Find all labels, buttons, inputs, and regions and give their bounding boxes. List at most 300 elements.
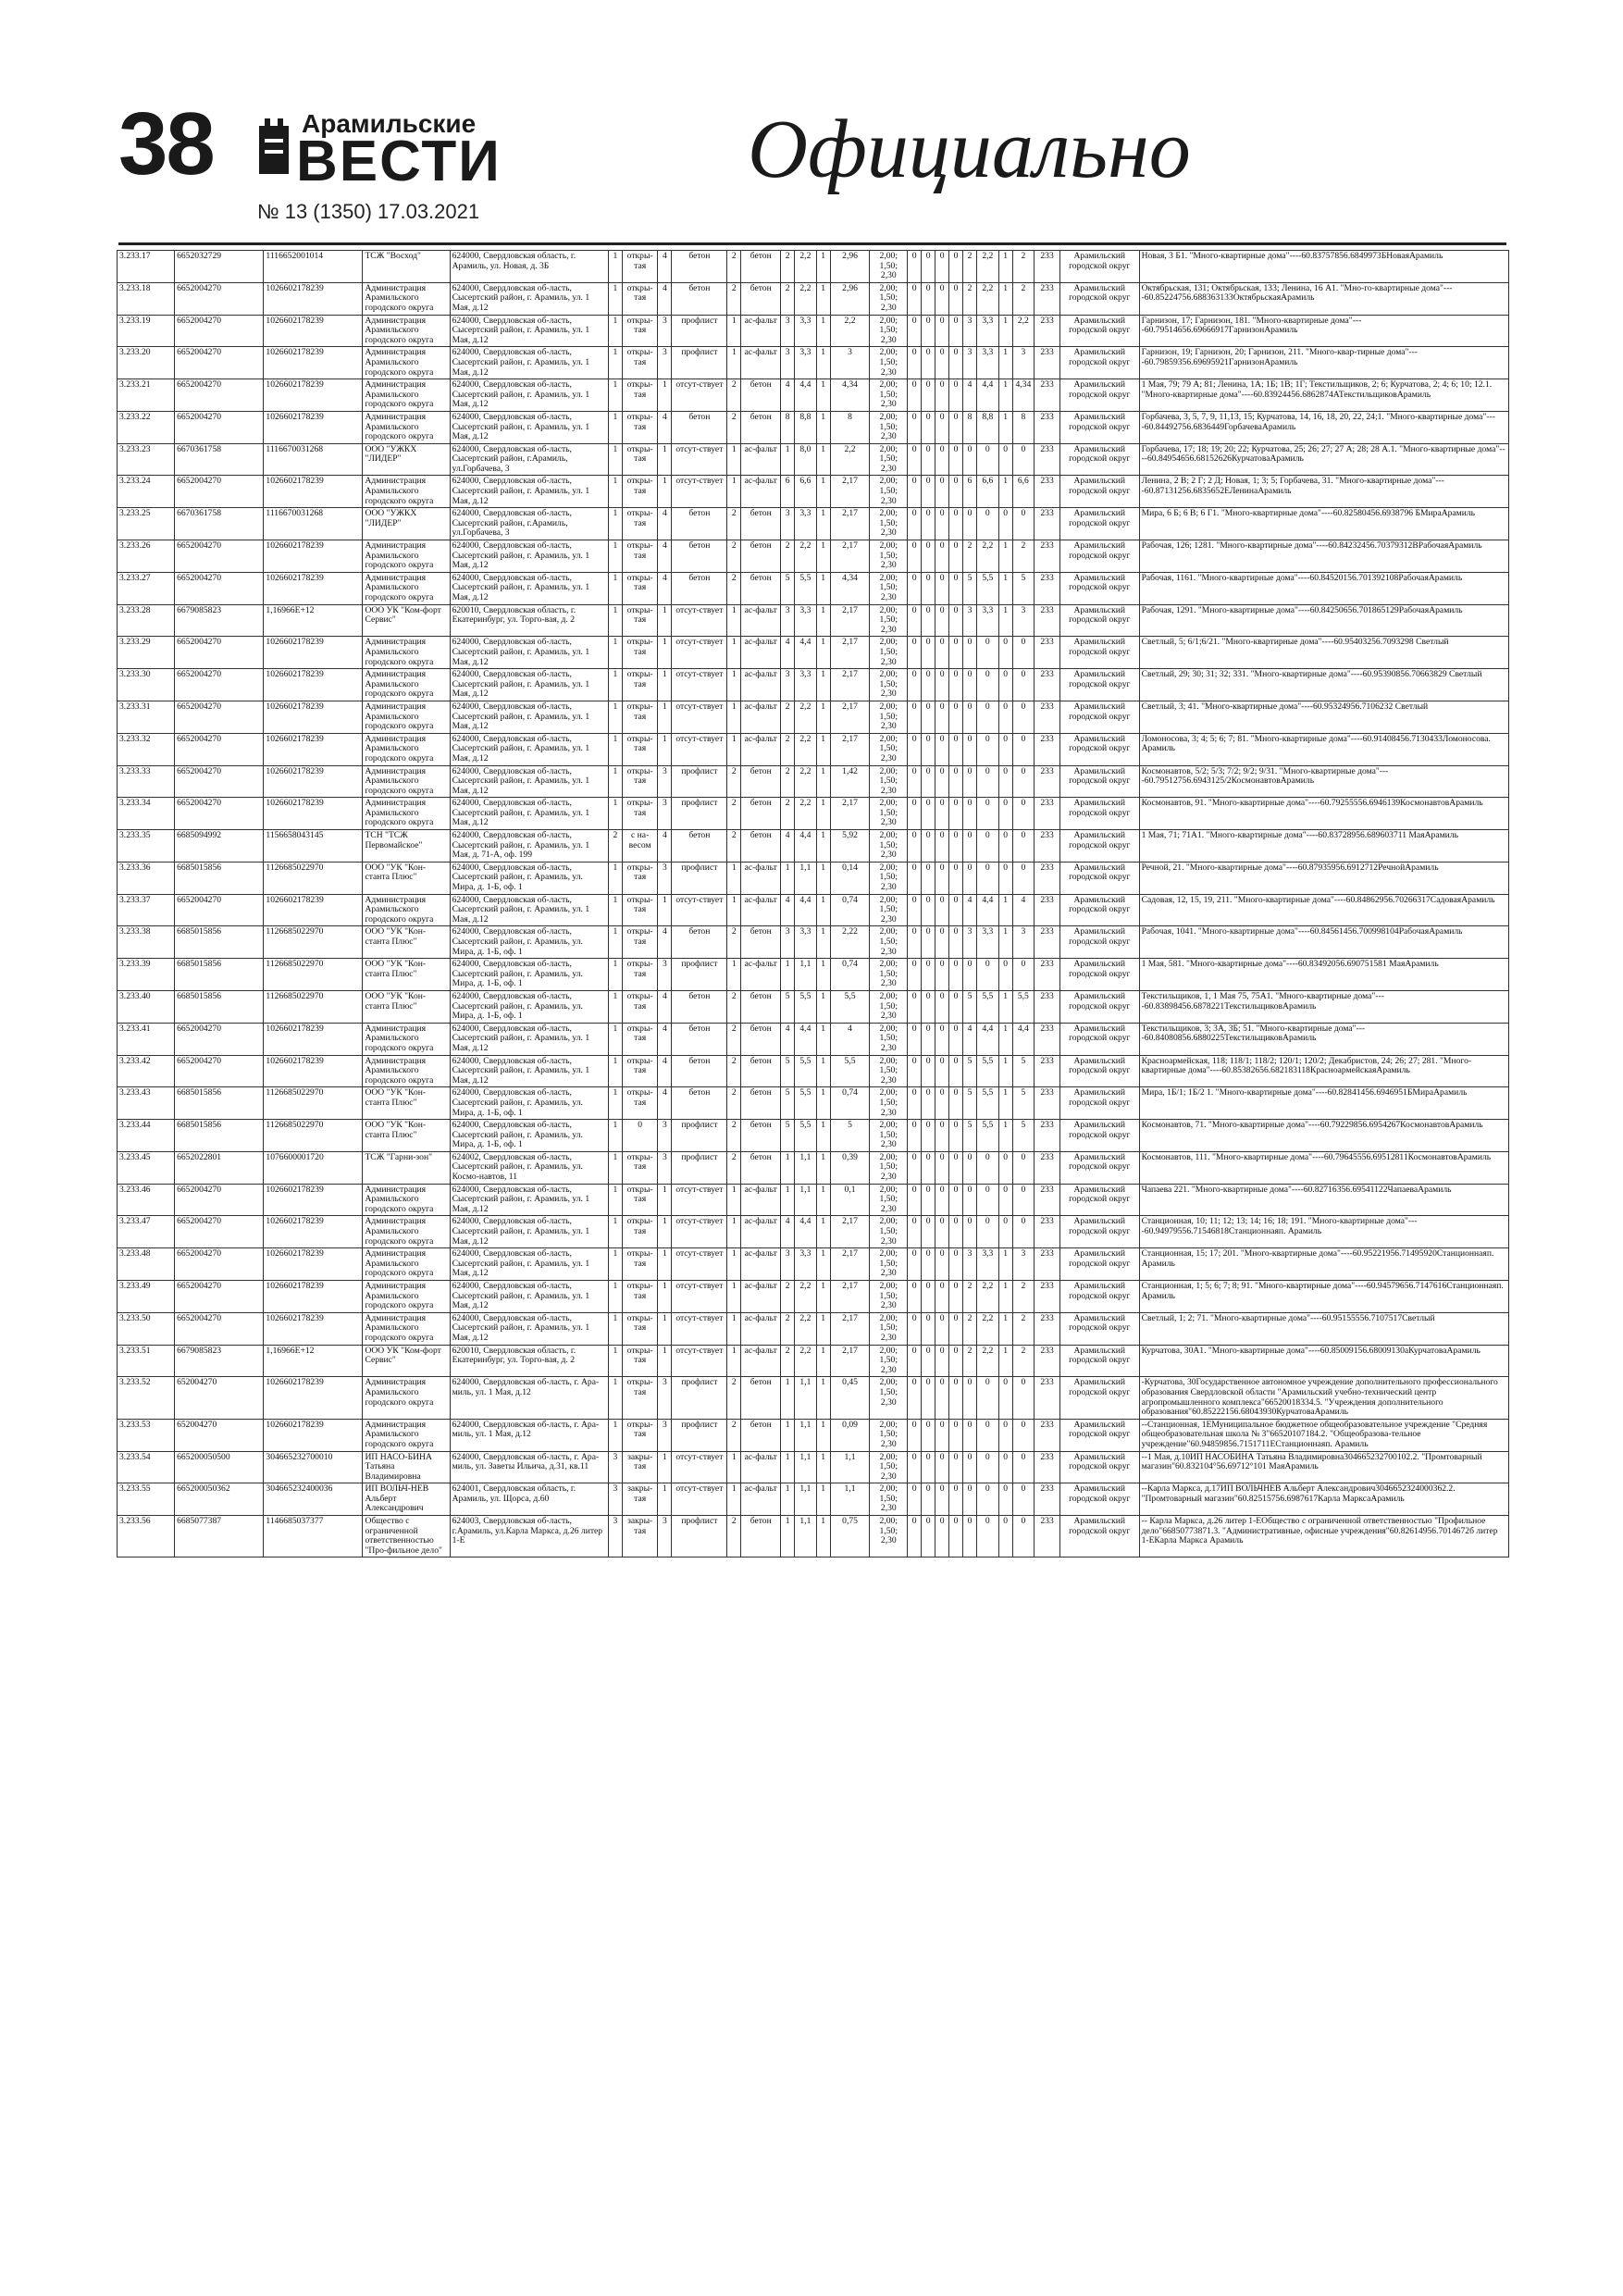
table-cell: 0	[935, 572, 949, 604]
table-cell: 0	[908, 1451, 922, 1483]
table-cell: 1,1	[795, 1451, 817, 1483]
table-cell: ТСЖ "Гарни-зон"	[363, 1151, 450, 1184]
table-cell: 2	[1012, 1281, 1035, 1313]
table-cell: 1	[998, 379, 1012, 412]
table-cell: 233	[1035, 959, 1060, 991]
table-cell: отсут-ствует	[672, 1248, 727, 1281]
table-cell: ООО УК "Ком-форт Сервис"	[363, 1345, 450, 1377]
table-cell: 1	[781, 443, 795, 476]
table-cell: 0	[977, 701, 999, 733]
table-cell: 2,2	[977, 282, 999, 315]
table-cell: 4	[1012, 894, 1035, 926]
table-cell: 5,5	[795, 990, 817, 1023]
table-cell: 3.233.46	[118, 1184, 175, 1216]
table-cell: 2,2	[977, 251, 999, 283]
table-cell: 4	[781, 637, 795, 669]
table-cell: 0	[998, 1419, 1012, 1451]
table-cell: 0	[922, 862, 935, 894]
table-cell: профлист	[672, 1120, 727, 1152]
table-cell: откры-тая	[622, 733, 658, 765]
table-cell: 0	[908, 1248, 922, 1281]
table-cell: 2,2	[795, 540, 817, 573]
table-cell: 624000, Свердловская область, г. Арамиль, ул. Новая, д. 3Б	[450, 251, 608, 283]
table-cell: 3.233.27	[118, 572, 175, 604]
table-cell: 2,00; 1,50; 2,30	[870, 701, 908, 733]
table-cell: 0	[949, 701, 963, 733]
table-cell: 0	[1012, 830, 1035, 863]
table-cell: 0	[935, 959, 949, 991]
table-cell: 1	[608, 315, 622, 347]
table-cell: 233	[1035, 1151, 1060, 1184]
table-cell: 1	[816, 1451, 830, 1483]
table-cell: 5	[781, 1087, 795, 1120]
table-cell: 5,5	[977, 1120, 999, 1152]
table-cell: 1	[816, 798, 830, 830]
table-cell: 0	[908, 637, 922, 669]
table-cell: 1	[781, 959, 795, 991]
table-cell: 1	[816, 862, 830, 894]
table-cell: 1	[608, 604, 622, 637]
table-cell: 3	[1012, 604, 1035, 637]
table-cell: 2,2	[795, 282, 817, 315]
table-cell: Станционная, 1; 5; 6; 7; 8; 91. "Много-квартирные дома"----60.94579656.7147616Станционнаяп. Арамиль	[1139, 1281, 1508, 1313]
table-cell: 3	[658, 765, 672, 798]
table-cell: 0	[922, 315, 935, 347]
table-cell: Арамильский городской округ	[1059, 1516, 1139, 1558]
table-cell: 1076600001720	[264, 1151, 363, 1184]
table-cell: 6670361758	[175, 443, 264, 476]
table-cell: 6652004270	[175, 476, 264, 508]
table-cell: 6652004270	[175, 1248, 264, 1281]
table-cell: 1	[658, 443, 672, 476]
table-cell: 233	[1035, 1087, 1060, 1120]
registry-table-wrapper	[117, 250, 1509, 2267]
table-cell: 6652004270	[175, 1281, 264, 1313]
table-cell: 0	[949, 282, 963, 315]
table-cell: 4,4	[795, 894, 817, 926]
table-cell: ТСН "ТСЖ Первомайское"	[363, 830, 450, 863]
table-cell: Арамильский городской округ	[1059, 251, 1139, 283]
table-row	[118, 443, 1509, 476]
table-cell: 1	[816, 1312, 830, 1345]
table-cell: бетон	[741, 798, 781, 830]
table-cell: 0	[977, 1216, 999, 1248]
table-cell: 1	[816, 572, 830, 604]
table-cell: 6652004270	[175, 765, 264, 798]
table-cell: 3.233.36	[118, 862, 175, 894]
table-cell: 0	[935, 1419, 949, 1451]
table-cell: 4	[658, 1023, 672, 1055]
table-cell: 0	[908, 733, 922, 765]
table-cell: Арамильский городской округ	[1059, 476, 1139, 508]
table-cell: 1	[816, 637, 830, 669]
table-cell: отсут-ствует	[672, 637, 727, 669]
table-cell: 0	[908, 1312, 922, 1345]
table-cell: 3.233.38	[118, 926, 175, 959]
table-cell: 0	[949, 637, 963, 669]
table-cell: 0	[922, 540, 935, 573]
table-cell: 233	[1035, 476, 1060, 508]
table-cell: 2,00; 1,50; 2,30	[870, 604, 908, 637]
table-cell: 3.233.39	[118, 959, 175, 991]
table-cell: 1	[816, 1120, 830, 1152]
table-cell: 2,2	[795, 1345, 817, 1377]
table-cell: 3	[781, 1248, 795, 1281]
table-cell: 0	[1012, 701, 1035, 733]
table-cell: Мира, 1Б/1; 1Б/2 1. "Много-квартирные дома"----60.82841456.6946951БМираАрамиль	[1139, 1087, 1508, 1120]
table-cell: 1	[781, 1483, 795, 1516]
table-cell: 2	[727, 990, 741, 1023]
table-cell: 2	[781, 765, 795, 798]
table-cell: 0	[935, 862, 949, 894]
table-cell: бетон	[672, 508, 727, 540]
table-cell: отсут-ствует	[672, 1451, 727, 1483]
table-cell: 0	[908, 894, 922, 926]
table-row	[118, 701, 1509, 733]
table-cell: 2,2	[977, 1345, 999, 1377]
table-cell: 0	[998, 959, 1012, 991]
table-cell: 3.233.19	[118, 315, 175, 347]
table-cell: Арамильский городской округ	[1059, 1216, 1139, 1248]
table-cell: Светлый, 1; 2; 71. "Много-квартирные дома"----60.95155556.7107517Светлый	[1139, 1312, 1508, 1345]
table-cell: ООО "УК "Кон-станта Плюс"	[363, 926, 450, 959]
table-cell: 1	[658, 733, 672, 765]
table-cell: бетон	[741, 1151, 781, 1184]
table-cell: 3.233.21	[118, 379, 175, 412]
table-cell: 3	[781, 604, 795, 637]
table-cell: ИП ВОЛЬЧ-НЕВ Альберт Александрович	[363, 1483, 450, 1516]
table-cell: Арамильский городской округ	[1059, 1151, 1139, 1184]
table-cell: 0	[935, 669, 949, 701]
table-cell: откры-тая	[622, 669, 658, 701]
table-cell: 1	[608, 926, 622, 959]
table-cell: 5	[781, 572, 795, 604]
table-cell: 1	[658, 476, 672, 508]
table-cell: 2,00; 1,50; 2,30	[870, 669, 908, 701]
table-cell: 2,00; 1,50; 2,30	[870, 637, 908, 669]
table-cell: 0,74	[830, 959, 870, 991]
table-cell: 3	[658, 347, 672, 379]
table-cell: 0	[977, 1451, 999, 1483]
table-cell: 0	[977, 733, 999, 765]
table-cell: 3,3	[977, 315, 999, 347]
table-cell: 624003, Свердловская об-ласть, г.Арамиль, ул.Карла Маркса, д.26 литер 1-Е	[450, 1516, 608, 1558]
table-cell: 1026602178239	[264, 282, 363, 315]
table-cell: 3	[781, 508, 795, 540]
table-cell: --Станционная, 1ЕМуниципальное бюджетное общеобразовательное учреждение "Средняя общеобразовательная школа № 3"66520107184.2. "Общеобразова-тельное учреждение"60.94859856.7151711ЕСтанционнаяп. Арамиль	[1139, 1419, 1508, 1451]
table-cell: 0	[935, 894, 949, 926]
table-cell: отсут-ствует	[672, 733, 727, 765]
table-cell: бетон	[672, 990, 727, 1023]
table-cell: 0	[935, 540, 949, 573]
table-cell: 0	[949, 798, 963, 830]
table-cell: 2	[963, 1345, 977, 1377]
table-cell: Арамильский городской округ	[1059, 282, 1139, 315]
table-cell: Арамильский городской округ	[1059, 379, 1139, 412]
table-cell: 4	[781, 379, 795, 412]
table-cell: 0	[935, 443, 949, 476]
table-cell: отсут-ствует	[672, 1312, 727, 1345]
table-row	[118, 990, 1509, 1023]
table-cell: бетон	[741, 765, 781, 798]
table-cell: 2	[727, 765, 741, 798]
table-cell: 3.233.30	[118, 669, 175, 701]
table-cell: откры-тая	[622, 604, 658, 637]
table-cell: Администрация Арамильского городского округа	[363, 1312, 450, 1345]
table-cell: 2,17	[830, 604, 870, 637]
table-cell: Станционная, 10; 11; 12; 13; 14; 16; 18; 191. "Много-квартирные дома"----60.94979556.71546818Станционнаяп. Арамиль	[1139, 1216, 1508, 1248]
table-cell: 0	[949, 572, 963, 604]
table-cell: 624000, Свердловская об-ласть, Сысертский район, г. Арамиль, ул. 1 Мая, д.12	[450, 379, 608, 412]
table-cell: 3.233.32	[118, 733, 175, 765]
table-cell: откры-тая	[622, 765, 658, 798]
table-cell: 0	[908, 443, 922, 476]
table-cell: Арамильский городской округ	[1059, 1451, 1139, 1483]
table-cell: 1	[608, 1055, 622, 1087]
table-cell: Арамильский городской округ	[1059, 701, 1139, 733]
table-cell: 1	[781, 1184, 795, 1216]
table-cell: 2,00; 1,50; 2,30	[870, 1216, 908, 1248]
table-cell: 0	[935, 1184, 949, 1216]
table-cell: 2	[727, 251, 741, 283]
table-cell: 652004270	[175, 1377, 264, 1419]
table-cell: 0	[908, 315, 922, 347]
table-cell: 3	[658, 1120, 672, 1152]
table-cell: 665200050500	[175, 1451, 264, 1483]
table-cell: 1	[608, 1023, 622, 1055]
table-cell: ас-фальт	[741, 1281, 781, 1313]
table-cell: 1	[608, 1184, 622, 1216]
table-cell: 0	[963, 508, 977, 540]
table-cell: 1026602178239	[264, 379, 363, 412]
table-cell: 624000, Свердловская об-ласть, Сысертский район, г. Арамиль, ул. 1 Мая, д.12	[450, 282, 608, 315]
table-cell: 1	[658, 1483, 672, 1516]
table-cell: ас-фальт	[741, 476, 781, 508]
table-cell: Ленина, 2 В; 2 Г; 2 Д; Новая, 1; 3; 5; Горбачева, 31. "Много-квартирные дома"----60.87131256.6835652ЕЛенинаАрамиль	[1139, 476, 1508, 508]
table-cell: 0	[922, 637, 935, 669]
table-cell: 0	[998, 443, 1012, 476]
table-cell: 2	[781, 701, 795, 733]
table-cell: 304665232400036	[264, 1483, 363, 1516]
table-cell: 0	[1012, 443, 1035, 476]
table-cell: Гарнизон, 19; Гарнизон, 20; Гарнизон, 211. "Много-квар-тирные дома"----60.79859356.69695921ГарнизонАрамиль	[1139, 347, 1508, 379]
table-cell: 6652032729	[175, 251, 264, 283]
table-cell: 1	[608, 637, 622, 669]
table-cell: откры-тая	[622, 1055, 658, 1087]
table-cell: 2	[963, 1281, 977, 1313]
issue-number: № 13 (1350) 17.03.2021	[257, 200, 480, 223]
table-cell: 233	[1035, 701, 1060, 733]
table-cell: 1	[727, 1248, 741, 1281]
table-cell: 3.233.35	[118, 830, 175, 863]
table-cell: 1026602178239	[264, 637, 363, 669]
table-cell: 0	[1012, 669, 1035, 701]
table-cell: 3.233.18	[118, 282, 175, 315]
table-cell: 3,3	[795, 604, 817, 637]
table-cell: 2,17	[830, 476, 870, 508]
table-cell: 8	[963, 411, 977, 443]
table-cell: ас-фальт	[741, 1312, 781, 1345]
table-cell: 0	[949, 1248, 963, 1281]
table-cell: 1	[816, 765, 830, 798]
table-cell: 5	[1012, 1055, 1035, 1087]
table-cell: Светлый, 3; 41. "Много-квартирные дома"----60.95324956.7106232 Светлый	[1139, 701, 1508, 733]
table-cell: 233	[1035, 411, 1060, 443]
table-cell: Администрация Арамильского городского округа	[363, 572, 450, 604]
table-cell: Администрация Арамильского городского округа	[363, 1055, 450, 1087]
table-cell: 0	[935, 990, 949, 1023]
table-cell: 3	[658, 959, 672, 991]
table-cell: 233	[1035, 604, 1060, 637]
table-cell: 0	[935, 1216, 949, 1248]
table-cell: 2,00; 1,50; 2,30	[870, 959, 908, 991]
table-cell: 0	[908, 411, 922, 443]
table-cell: 233	[1035, 508, 1060, 540]
table-cell: 0	[949, 959, 963, 991]
table-cell: 4	[658, 572, 672, 604]
table-cell: 2,2	[977, 540, 999, 573]
table-cell: 0	[963, 959, 977, 991]
table-cell: 0	[908, 830, 922, 863]
table-cell: 2,22	[830, 926, 870, 959]
table-cell: 3.233.34	[118, 798, 175, 830]
table-cell: откры-тая	[622, 508, 658, 540]
table-cell: 0	[908, 1483, 922, 1516]
table-cell: 0	[908, 379, 922, 412]
table-cell: 624000, Свердловская об-ласть, Сысертский район, г. Арамиль, ул. 1 Мая, д.12	[450, 1216, 608, 1248]
table-cell: 1	[608, 282, 622, 315]
table-cell: 5,92	[830, 830, 870, 863]
table-cell: 1	[816, 959, 830, 991]
table-cell: 2	[727, 411, 741, 443]
table-cell: 1126685022970	[264, 990, 363, 1023]
table-cell: 0	[963, 1216, 977, 1248]
table-cell: 1	[608, 1419, 622, 1451]
table-cell: бетон	[741, 379, 781, 412]
table-cell: 6670361758	[175, 508, 264, 540]
table-cell: 1026602178239	[264, 476, 363, 508]
table-cell: профлист	[672, 798, 727, 830]
table-cell: 0	[908, 508, 922, 540]
table-cell: 0	[977, 959, 999, 991]
table-cell: 3,3	[795, 926, 817, 959]
table-cell: 2,00; 1,50; 2,30	[870, 830, 908, 863]
table-cell: 624000, Свердловская об-ласть, Сысертский район, г. Арамиль, ул. 1 Мая, д.12	[450, 572, 608, 604]
table-cell: 2,17	[830, 733, 870, 765]
table-cell: откры-тая	[622, 990, 658, 1023]
table-cell: 304665232700010	[264, 1451, 363, 1483]
table-cell: 0	[922, 1023, 935, 1055]
table-cell: 0	[922, 1216, 935, 1248]
table-cell: 1026602178239	[264, 798, 363, 830]
table-cell: 2	[727, 282, 741, 315]
table-cell: 0	[935, 1120, 949, 1152]
table-cell: Арамильский городской округ	[1059, 1377, 1139, 1419]
table-cell: Арамильский городской округ	[1059, 959, 1139, 991]
table-cell: ас-фальт	[741, 1184, 781, 1216]
table-cell: 0	[1012, 1451, 1035, 1483]
table-cell: 4	[658, 1055, 672, 1087]
table-cell: 2,17	[830, 540, 870, 573]
table-row	[118, 604, 1509, 637]
table-cell: 1	[781, 862, 795, 894]
table-cell: 2,00; 1,50; 2,30	[870, 1451, 908, 1483]
table-cell: 1	[998, 1087, 1012, 1120]
table-cell: 0	[998, 669, 1012, 701]
table-cell: 0	[935, 1483, 949, 1516]
table-cell: 1	[816, 701, 830, 733]
table-cell: 0	[922, 959, 935, 991]
table-cell: 8,8	[977, 411, 999, 443]
table-cell: откры-тая	[622, 347, 658, 379]
table-cell: 1	[781, 1377, 795, 1419]
table-row	[118, 1451, 1509, 1483]
table-cell: 2	[781, 1281, 795, 1313]
table-cell: Администрация Арамильского городского округа	[363, 1248, 450, 1281]
table-cell: 0	[922, 1377, 935, 1419]
table-cell: профлист	[672, 1377, 727, 1419]
table-cell: Арамильский городской округ	[1059, 830, 1139, 863]
table-cell: 1,1	[795, 1483, 817, 1516]
table-row	[118, 540, 1509, 573]
table-cell: 0	[998, 830, 1012, 863]
table-cell: 624000, Свердловская об-ласть, Сысертский район, г. Арамиль, ул. 1 Мая, д.12	[450, 1281, 608, 1313]
table-cell: 1	[816, 282, 830, 315]
logo-emblem-icon	[255, 115, 292, 180]
table-cell: ас-фальт	[741, 733, 781, 765]
table-cell: 1026602178239	[264, 1312, 363, 1345]
table-cell: 0	[949, 379, 963, 412]
table-cell: 233	[1035, 1419, 1060, 1451]
table-cell: 2,2	[795, 1312, 817, 1345]
table-cell: 0	[922, 1120, 935, 1152]
table-cell: 0	[949, 1120, 963, 1152]
table-cell: 0	[1012, 862, 1035, 894]
table-cell: 233	[1035, 733, 1060, 765]
table-cell: Арамильский городской округ	[1059, 1023, 1139, 1055]
table-cell: ИП НАСО-БИНА Татьяна Владимировна	[363, 1451, 450, 1483]
table-cell: 1	[608, 990, 622, 1023]
table-row	[118, 1151, 1509, 1184]
table-cell: 6652004270	[175, 701, 264, 733]
table-cell: 0	[935, 926, 949, 959]
table-cell: 1	[816, 251, 830, 283]
table-cell: 233	[1035, 347, 1060, 379]
table-cell: Арамильский городской округ	[1059, 862, 1139, 894]
table-cell: бетон	[741, 508, 781, 540]
table-cell: отсут-ствует	[672, 1281, 727, 1313]
table-cell: 0	[935, 733, 949, 765]
table-cell: 1	[727, 669, 741, 701]
table-cell: 1	[816, 1023, 830, 1055]
table-cell: 0	[998, 701, 1012, 733]
table-cell: 1	[816, 508, 830, 540]
table-cell: 2,00; 1,50; 2,30	[870, 1120, 908, 1152]
table-cell: 0	[935, 701, 949, 733]
table-cell: 3	[1012, 1248, 1035, 1281]
table-cell: 1	[658, 1345, 672, 1377]
table-cell: 1,1	[795, 1151, 817, 1184]
table-cell: 3	[963, 347, 977, 379]
table-cell: 0	[949, 508, 963, 540]
table-cell: 0	[963, 765, 977, 798]
table-cell: Арамильский городской округ	[1059, 765, 1139, 798]
table-cell: 0	[922, 1281, 935, 1313]
table-cell: откры-тая	[622, 411, 658, 443]
table-cell: 233	[1035, 1345, 1060, 1377]
table-cell: 233	[1035, 765, 1060, 798]
table-cell: 1116670031268	[264, 508, 363, 540]
